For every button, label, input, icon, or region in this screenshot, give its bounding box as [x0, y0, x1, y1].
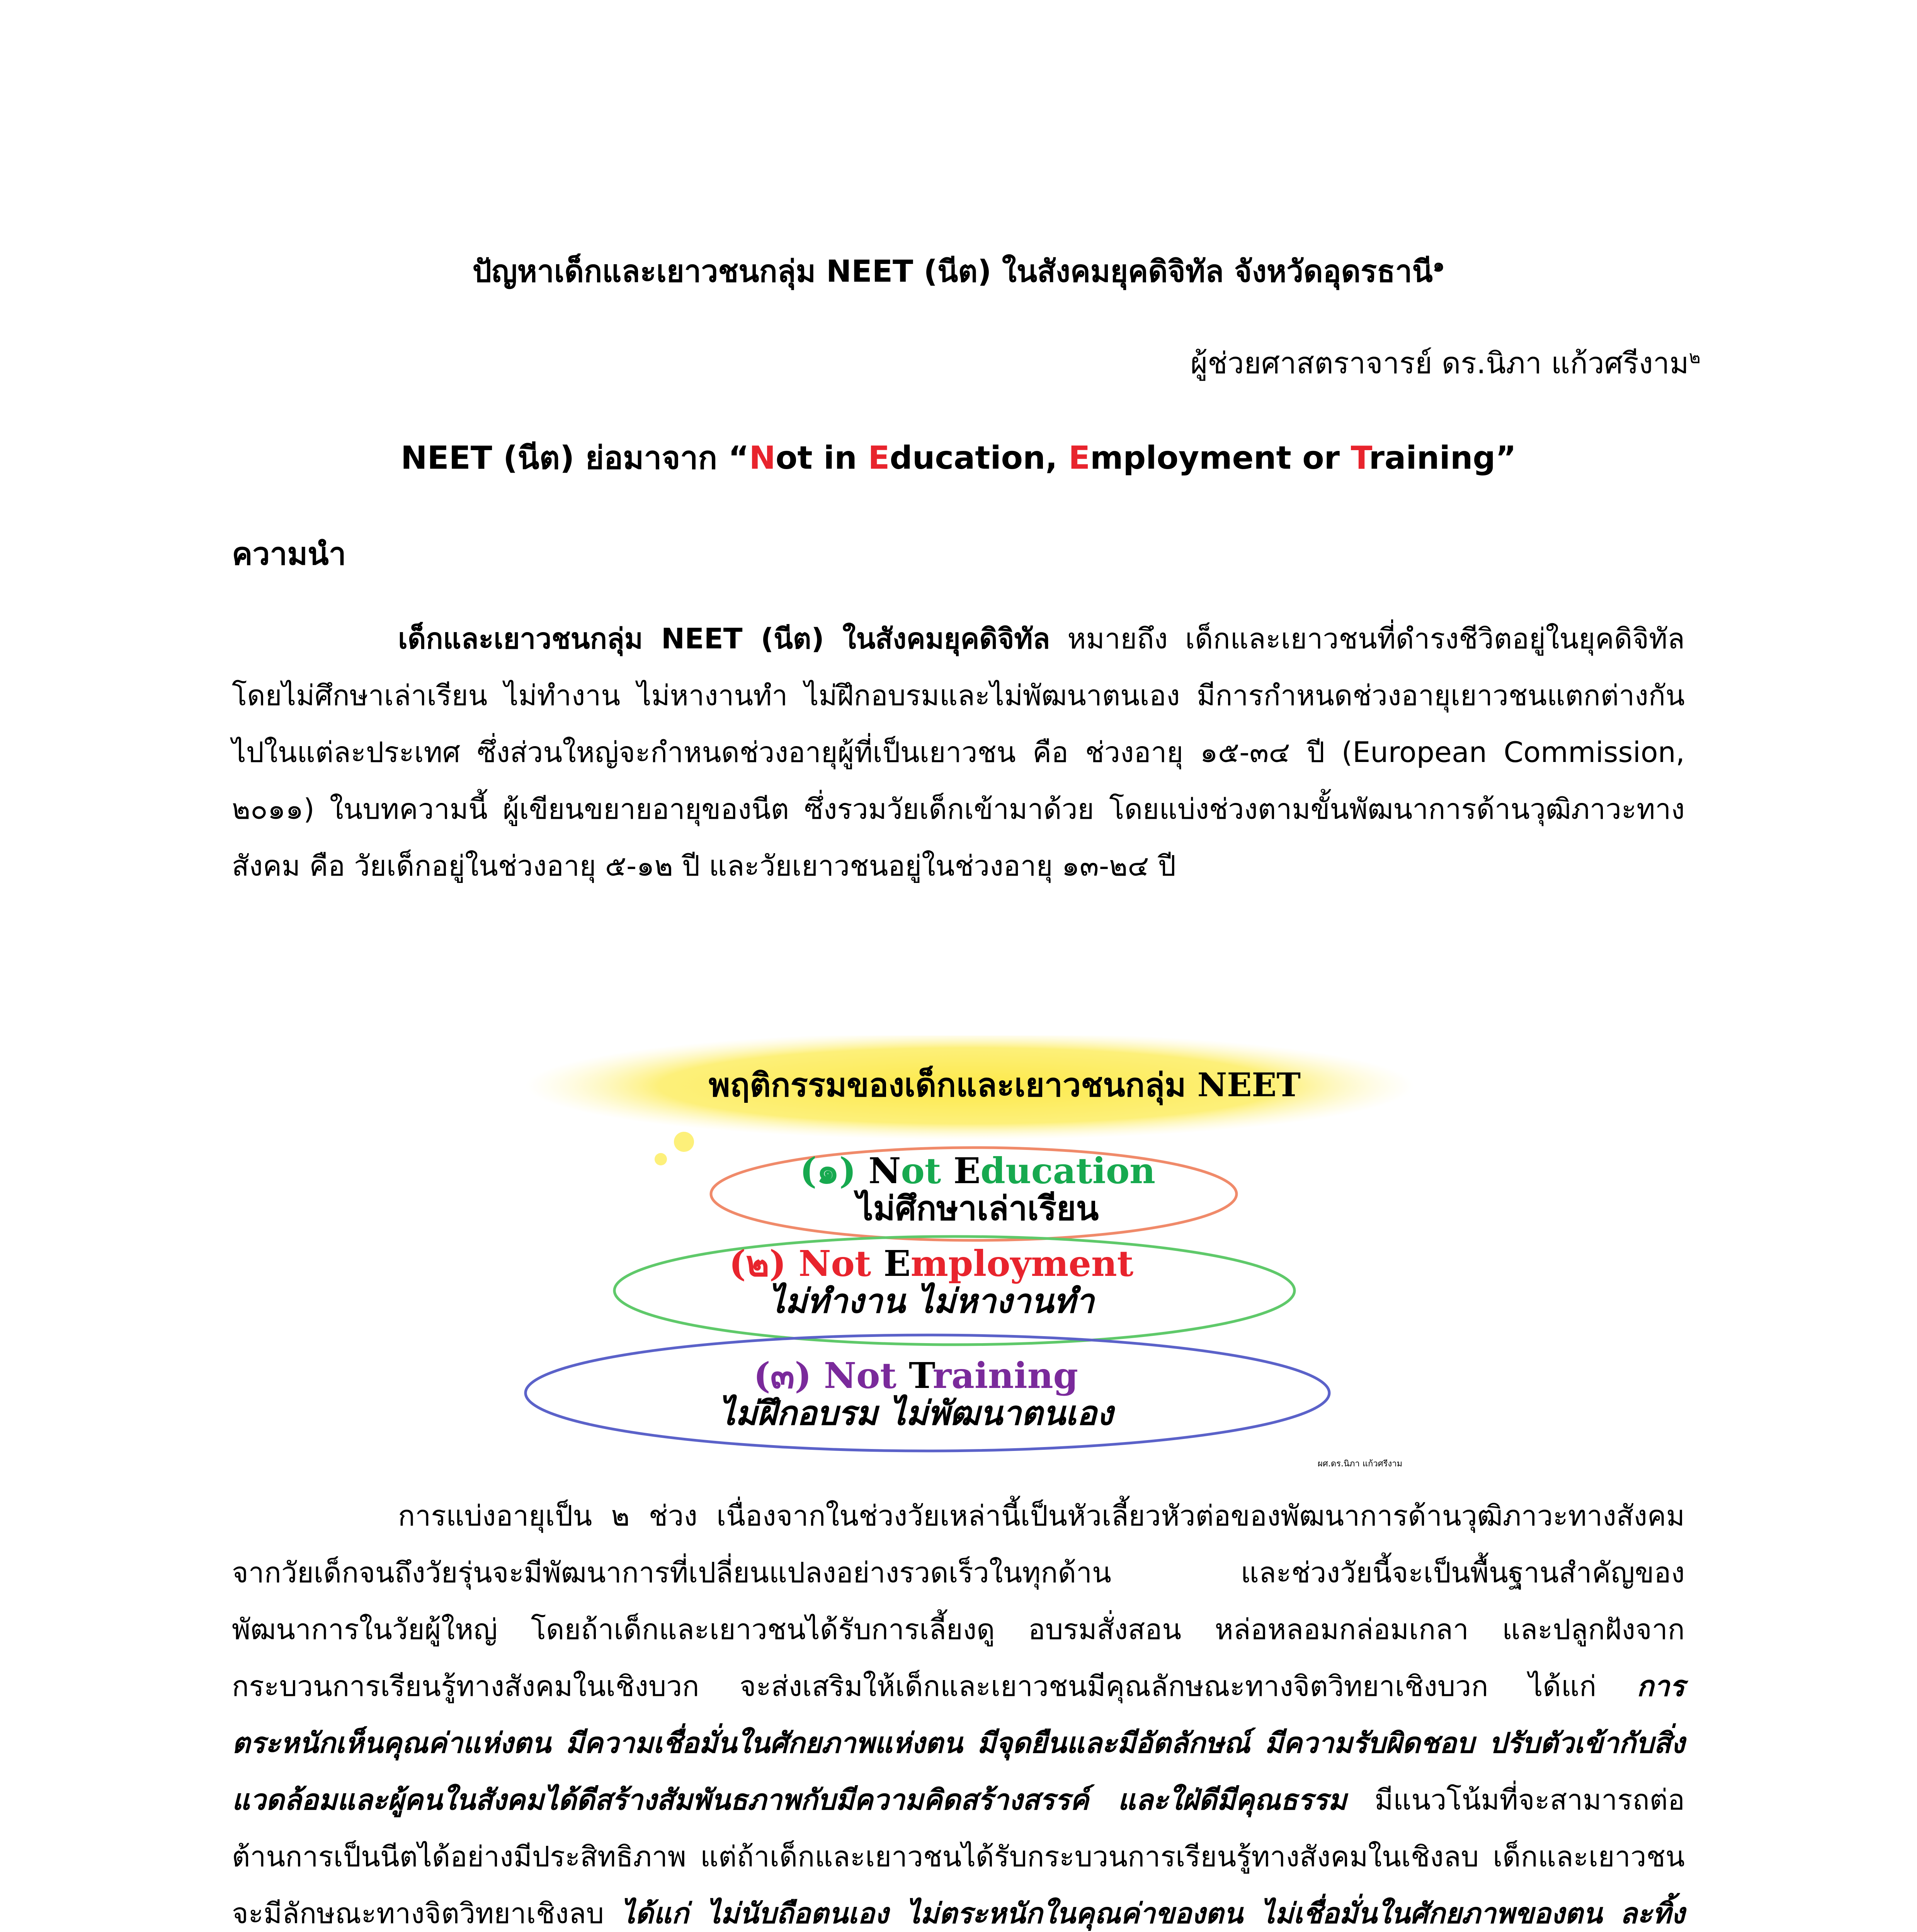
paragraph-2 [232, 1488, 1685, 1932]
figure-item-3 [529, 1356, 1302, 1432]
p1-text: หมายถึง เด็กและเยาวชนที่ดำรงชีวิตอยู่ในยุคดิจิทัล โดยไม่ศึกษาเล่าเรียน ไม่ทำงาน ไม่หางานทำ ไม่ฝึกอบรมและไม่พัฒนาตนเอง มีการกำหนดช่วงอายุเยาวชนแตกต่างกันไปในแต่ละประเทศ ซึ่งส่วนใหญ่จะกำหนดช่วงอายุผู้ที่เป็นเยาวชน คือ ช่วงอายุ ๑๕-๓๔ ปี (European Commission, ๒๐๑๑) ในบทความนี้ ผู้เขียนขยายอายุของนีต ซึ่งรวมวัยเด็กเข้ามาด้วย โดยแบ่งช่วงตามขั้นพัฒนาการด้านวุฒิภาวะทางสังคม คือ วัยเด็กอยู่ในช่วงอายุ ๕-๑๒ ปี และวัยเยาวชนอยู่ในช่วงอายุ ๑๓-๒๔ ปี [232, 622, 1685, 883]
p2-text-c: มีแนวโน้มที่จะสามารถต่อต้านการเป็นนีตได้อย่างมีประสิทธิภาพ แต่ถ้าเด็กและเยาวชนได้รับกระบวนการเรียนรู้ทางสังคมในเชิงลบ เด็กและเยาวชนจะมีลักษณะทางจิตวิทยาเชิงลบ [232, 1784, 1685, 1930]
figure-item-2 [545, 1244, 1318, 1320]
p2-bold-italic-d: ได้แก่ ไม่นับถือตนเอง ไม่ตระหนักในคุณค่าของตน ไม่เชื่อมั่นในศักยภาพของตน ละทิ้ง [621, 1897, 1685, 1930]
item2-letter-e: E [883, 1243, 911, 1284]
item1-subtitle: ไม่ศึกษาเล่าเรียน [856, 1189, 1099, 1228]
item1-letter-n: N [868, 1150, 901, 1192]
item3-rest: raining [932, 1355, 1078, 1396]
neet-mployment: mployment or [1090, 440, 1351, 476]
item3-letter-t: T [909, 1355, 933, 1396]
neet-definition [0, 433, 1917, 483]
neet-letter-e2: E [1068, 440, 1090, 476]
item2-number: (๒) Not [729, 1243, 884, 1284]
neet-ot: ot in [776, 440, 868, 476]
title-text: ปัญหาเด็กและเยาวชนกลุ่ม NEET (นีต) ในสังคมยุคดิจิทัล จังหวัดอุดรธานี [472, 254, 1433, 289]
neet-behavior-figure [483, 1036, 1449, 1480]
item1-ot: ot [901, 1150, 954, 1192]
neet-raining: raining” [1369, 440, 1516, 476]
item2-rest: mployment [910, 1243, 1134, 1284]
document-title [0, 247, 1917, 295]
neet-letter-n: N [749, 440, 776, 476]
p2-text-a: การแบ่งอายุเป็น ๒ ช่วง เนื่องจากในช่วงวัยเหล่านี้เป็นหัวเลี้ยวหัวต่อของพัฒนาการด้านวุฒิภาวะทางสังคม จากวัยเด็กจนถึงวัยรุ่นจะมีพัฒนาการที่เปลี่ยนแปลงอย่างรวดเร็วในทุกด้าน และช่วงวัยนี้จะเป็นพื้นฐานสำคัญของพัฒนาการในวัยผู้ใหญ่ โดยถ้าเด็กและเยาวชนได้รับการเลี้ยงดู อบรมสั่งสอน หล่อหลอมกล่อมเกลา และปลูกฝังจากกระบวนการเรียนรู้ทางสังคมในเชิงบวก จะส่งเสริมให้เด็กและเยาวชนมีคุณลักษณะทางจิตวิทยาเชิงบวก ได้แก่ [232, 1500, 1685, 1703]
author-line [1191, 340, 1701, 386]
paragraph-1 [232, 611, 1685, 895]
item1-letter-e: E [953, 1150, 981, 1192]
cloud-dot-1 [674, 1132, 694, 1152]
item1-rest: ducation [980, 1150, 1156, 1192]
intro-heading: ความนำ [232, 536, 346, 572]
neet-letter-e1: E [868, 440, 890, 476]
author-footnote-mark: ๒ [1689, 346, 1701, 367]
figure-credit: ผศ.ดร.นิภา แก้วศรีงาม [1318, 1459, 1403, 1469]
item2-subtitle: ไม่ทำงาน ไม่หางานทำ [768, 1282, 1094, 1321]
title-footnote-mark: ๑ [1432, 254, 1445, 276]
item3-number: (๓) Not [754, 1355, 909, 1396]
neet-ducation: ducation, [890, 440, 1069, 476]
item3-subtitle: ไม่ฝึกอบรม ไม่พัฒนาตนเอง [718, 1394, 1113, 1433]
author-name: ผู้ช่วยศาสตราจารย์ ดร.นิภา แก้วศรีงาม [1190, 346, 1689, 380]
neet-prefix: NEET (นีต) ย่อมาจาก “ [401, 440, 749, 476]
figure-title: พฤติกรรมของเด็กและเยาวชนกลุ่ม NEET [709, 1066, 1301, 1104]
figure-item-1 [591, 1151, 1364, 1227]
neet-letter-t: T [1351, 440, 1369, 476]
p1-bold-term: เด็กและเยาวชนกลุ่ม NEET (นีต) ในสังคมยุคดิจิทัล [398, 622, 1050, 655]
p2-bold-italic-b: การตระหนักเห็นคุณค่าแห่งตน มีความเชื่อมั่นในศักยภาพแห่งตน มีจุดยืนและมีอัตลักษณ์ มีความรับผิดชอบ ปรับตัวเข้ากับสิ่งแวดล้อมและผู้คนในสังคมได้ดีสร้างสัมพันธภาพกับมีความคิดสร้างสรรค์ และใฝ่ดีมีคุณธรรม [232, 1670, 1685, 1816]
item1-number: (๑) [799, 1150, 869, 1192]
